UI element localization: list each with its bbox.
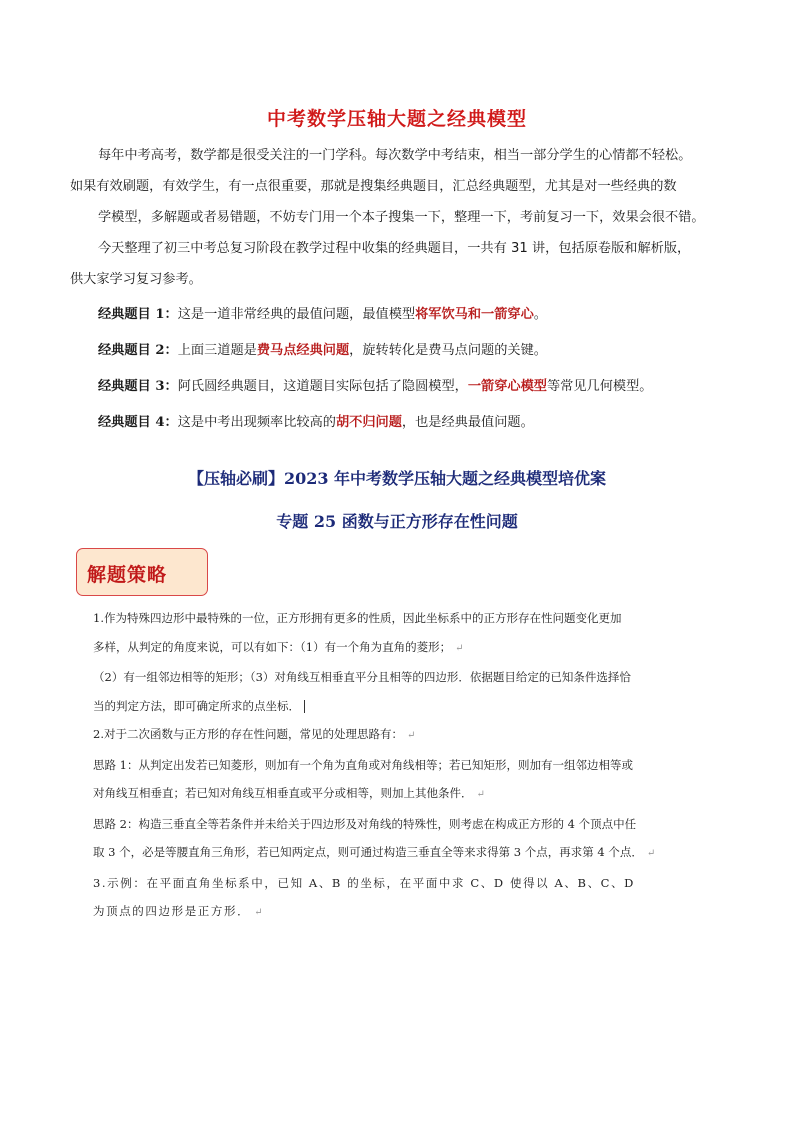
case-text: ，也是经典最值问题。 [401, 415, 534, 430]
strategy-tag [76, 548, 208, 596]
case-text: 。 [533, 307, 547, 322]
intro-line: 如果有效刷题，有效学生，有一点很重要，那就是搜集经典题目，汇总经典题型，尤其是对一些经典的数 [70, 179, 677, 194]
intro-line: 今天整理了初三中考总复习阶段在教学过程中收集的经典题目，一共有 31 讲，包括原卷版和解析版， [98, 241, 691, 256]
strategy-text: 多样，从判定的角度来说，可以有如下：（1）有一个角为直角的菱形； [93, 639, 452, 654]
paragraph-mark-icon: ↵ [476, 789, 485, 800]
strategy-text: 1.作为特殊四边形中最特殊的一位，正方形拥有更多的性质，因此坐标系中的正方形存在性问题变化更加 [93, 611, 622, 625]
intro-line: 供大家学习复习参考。 [70, 272, 202, 287]
series-title: 【压轴必刷】2023 年中考数学压轴大题之经典模型培优案 [187, 469, 607, 488]
strategy-line [93, 751, 693, 780]
case-highlight: 将军饮马和一箭穿心 [415, 307, 534, 322]
strategy-line [93, 779, 693, 810]
case-text: 等常见几何模型。 [546, 379, 653, 394]
main-title: 中考数学压轴大题之经典模型 [266, 108, 527, 130]
case-highlight: 一箭穿心模型 [467, 379, 547, 394]
strategy-text: 取 3 个，必是等腰直角三角形，若已知两定点，则可通过构造三垂直全等来求得第 3 个点，再求第 4 个点． [93, 845, 643, 859]
classic-problem-4 [98, 405, 758, 441]
strategy-text: 对角线互相垂直；若已知对角线互相垂直或平分或相等，则加上其他条件． [93, 786, 473, 800]
strategy-line [93, 720, 693, 751]
strategy-text: 思路 1：从判定出发若已知菱形，则加有一个角为直角或对角线相等；若已知矩形，则加有一组邻边相等或 [93, 757, 633, 772]
case-text: 阿氏圆经典题目，这道题目实际包括了隐圆模型， [177, 379, 468, 394]
topic-title: 专题 25 函数与正方形存在性问题 [276, 512, 518, 531]
intro-section [70, 140, 750, 295]
strategy-tag-label: 解题策略 [87, 564, 168, 586]
strategy-line [93, 604, 693, 633]
classic-problem-1 [98, 297, 758, 333]
text-cursor-icon [304, 700, 305, 713]
strategy-line [93, 692, 693, 721]
case-label: 经典题目 2： [98, 343, 178, 358]
strategy-line [93, 810, 693, 839]
classic-problem-3 [98, 369, 758, 405]
strategy-line [93, 633, 693, 664]
paragraph-mark-icon: ↵ [455, 642, 464, 654]
case-label: 经典题目 1： [98, 307, 178, 322]
strategy-text: （2）有一组邻边相等的矩形；（3）对角线互相垂直平分且相等的四边形．依据题目给定的已知条件选择恰 [93, 670, 631, 684]
paragraph-mark-icon: ↵ [254, 907, 265, 918]
intro-line: 每年中考高考，数学都是很受关注的一门学科。每次数学中考结束，相当一部分学生的心情都不轻松。 [98, 148, 692, 163]
strategy-line [93, 869, 693, 898]
case-label: 经典题目 3： [98, 379, 178, 394]
strategy-text: 为顶点的四边形是正方形． [93, 904, 251, 918]
classic-problem-2 [98, 333, 758, 369]
strategy-line [93, 897, 693, 928]
strategy-line [93, 838, 693, 869]
case-highlight: 费马点经典问题 [256, 343, 350, 358]
strategy-line [93, 663, 693, 692]
case-label: 经典题目 4： [98, 415, 178, 430]
classic-problems-list [98, 297, 758, 441]
strategy-text: 当的判定方法，即可确定所求的点坐标． [93, 698, 300, 713]
strategy-body [93, 604, 693, 928]
case-text: ，旋转转化是费马点问题的关键。 [349, 343, 547, 358]
strategy-text: 思路 2：构造三垂直全等若条件并未给关于四边形及对角线的特殊性，则考虑在构成正方形的 4 个顶点中任 [93, 816, 637, 831]
intro-line: 学模型，多解题或者易错题，不妨专门用一个本子搜集一下，整理一下，考前复习一下，效果会很不错。 [98, 210, 705, 225]
strategy-text: 2.对于二次函数与正方形的存在性问题，常见的处理思路有： [93, 727, 403, 741]
case-highlight: 胡不归问题 [335, 415, 402, 430]
case-text: 这是一道非常经典的最值问题，最值模型 [177, 307, 416, 322]
strategy-text: 3.示例：在平面直角坐标系中，已知 A、B 的坐标，在平面中求 C、D 使得以 A、B、C、D [93, 875, 635, 890]
paragraph-mark-icon: ↵ [646, 848, 656, 859]
paragraph-mark-icon: ↵ [406, 730, 416, 741]
case-text: 上面三道题是 [177, 343, 257, 358]
case-text: 这是中考出现频率比较高的 [177, 415, 336, 430]
